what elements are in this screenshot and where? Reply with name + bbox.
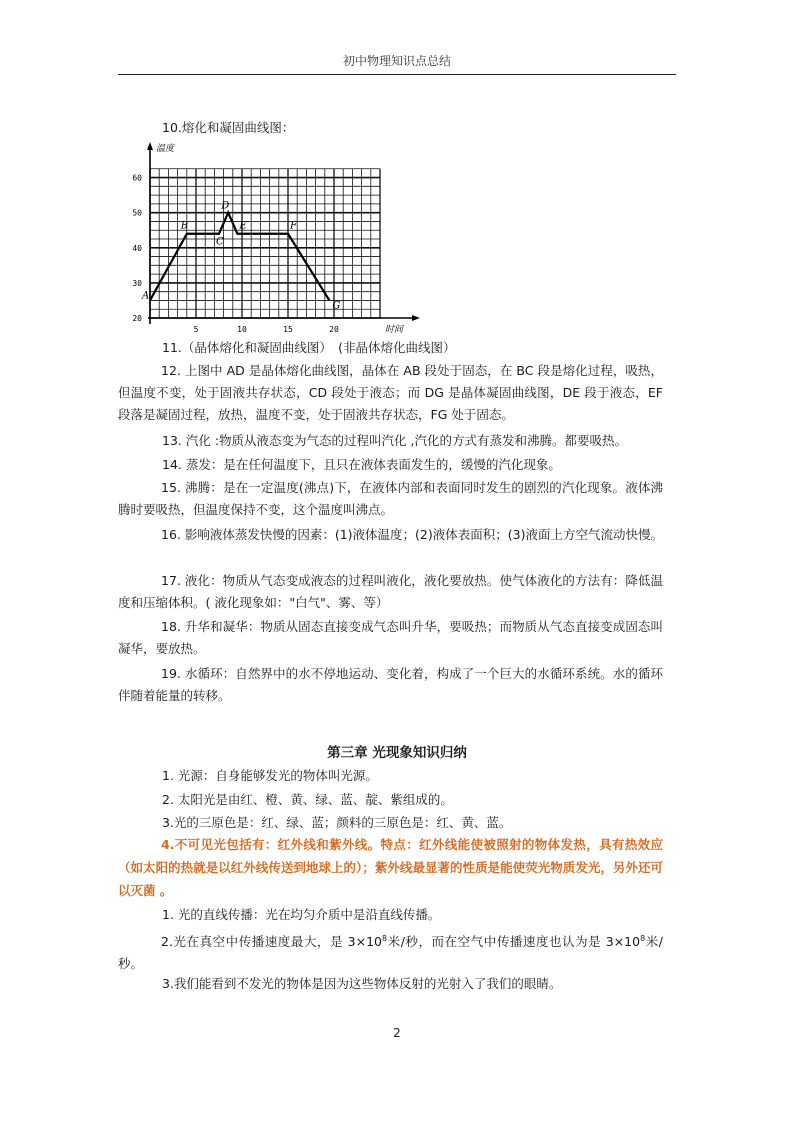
paragraph-19: 19. 水循环：自然界中的水不停地运动、变化着，构成了一个巨大的水循环系统。水的循环伴随着能量的转移。 xyxy=(118,666,663,703)
chapter-item-2: 2. 太阳光是由红、橙、黄、绿、蓝、靛、紫组成的。 xyxy=(162,792,453,807)
y-tick-label: 30 xyxy=(132,278,142,288)
y-tick-label: 50 xyxy=(132,208,142,218)
speed-exp-1: 8 xyxy=(382,934,388,943)
speed-text-a: 2.光在真空中传播速度最大，是 3×10 xyxy=(161,934,382,950)
point-label-c: C xyxy=(216,236,224,248)
x-tick-label: 10 xyxy=(237,325,247,334)
light-speed-item xyxy=(118,928,663,975)
speed-exp-2: 8 xyxy=(640,934,646,943)
melting-solidification-chart xyxy=(128,138,428,338)
page-header: 初中物理知识点总结 xyxy=(342,54,451,68)
chapter-item-3: 3.光的三原色是：红、绿、蓝；颜料的三原色是：红、黄、蓝。 xyxy=(162,815,512,830)
x-tick-label: 20 xyxy=(329,325,339,334)
point-label-e: E xyxy=(239,220,247,232)
header-rule xyxy=(118,74,676,75)
x-axis-title: 时间 xyxy=(385,325,404,335)
point-label-d: D xyxy=(221,200,230,212)
x-tick-label: 15 xyxy=(283,325,293,334)
straight-line-item: 1. 光的直线传播：光在均匀介质中是沿直线传播。 xyxy=(162,907,441,922)
point-label-g: G xyxy=(332,300,341,312)
point-label-a: A xyxy=(142,290,150,302)
chart-caption: 10.熔化和凝固曲线图： xyxy=(162,120,295,135)
y-tick-label: 20 xyxy=(132,314,142,323)
paragraph-17: 17. 液化：物质从气态变成液态的过程叫液化，液化要放热。使气体液化的方法有：降低温度和压缩体积。( 液化现象如："白气"、雾、等） xyxy=(118,573,663,610)
y-axis-arrow xyxy=(147,142,153,150)
y-axis-title: 温度 xyxy=(156,144,175,154)
paragraph-12: 12. 上图中 AD 是晶体熔化曲线图，晶体在 AB 段处于固态，在 BC 段是熔化过程，吸热，但温度不变，处于固液共存状态，CD 段处于液态；而 DG 是晶体凝固曲线图，DE 段于液态，EF 段落是凝固过程，放热，温度不变，处于固液共存状态，FG 处于固态。 xyxy=(118,363,663,422)
point-label-b: B xyxy=(180,220,189,232)
paragraph-14: 14. 蒸发：是在任何温度下，且只在液体表面发生的，缓慢的汽化现象。 xyxy=(162,457,561,472)
invisible-light-highlight: 4.不可见光包括有：红外线和紫外线。特点：红外线能使被照射的物体发热，具有热效应（如太阳的热就是以红外线传送到地球上的）；紫外线最显著的性质是能使荧光物质发光，另外还可以灭菌 。 xyxy=(118,837,663,898)
page-number: 2 xyxy=(393,1026,401,1040)
paragraph-18: 18. 升华和凝华：物质从固态直接变成气态叫升华，要吸热；而物质从气态直接变成固态叫凝华，要放热。 xyxy=(118,619,663,656)
reflection-item: 3.我们能看到不发光的物体是因为这些物体反射的光射入了我们的眼睛。 xyxy=(162,976,562,991)
chapter-title: 第三章 光现象知识归纳 xyxy=(327,745,467,761)
paragraph-13: 13. 汽化 :物质从液态变为气态的过程叫汽化 ,汽化的方式有蒸发和沸腾。都要吸热。 xyxy=(162,433,627,448)
paragraph-15: 15. 沸腾：是在一定温度(沸点)下，在液体内部和表面同时发生的剧烈的汽化现象。液体沸腾时要吸热，但温度保持不变，这个温度叫沸点。 xyxy=(118,480,663,517)
y-tick-label: 40 xyxy=(132,243,142,253)
paragraph-16: 16. 影响液体蒸发快慢的因素：(1)液体温度；(2)液体表面积；(3)液面上方空气流动快慢。 xyxy=(161,527,663,542)
paragraph-11: 11.（晶体熔化和凝固曲线图） (非晶体熔化曲线图） xyxy=(162,340,456,355)
x-axis-arrow xyxy=(412,315,420,321)
speed-text-b: 米/秒，而在空气中传播速度也认为是 3×10 xyxy=(387,934,641,950)
chapter-item-1: 1. 光源：自身能够发光的物体叫光源。 xyxy=(162,768,378,783)
x-tick-label: 5 xyxy=(193,325,199,334)
speed-text-c: 米/秒。 xyxy=(118,934,663,972)
point-label-f: F xyxy=(290,220,297,232)
y-tick-label: 60 xyxy=(132,173,142,183)
